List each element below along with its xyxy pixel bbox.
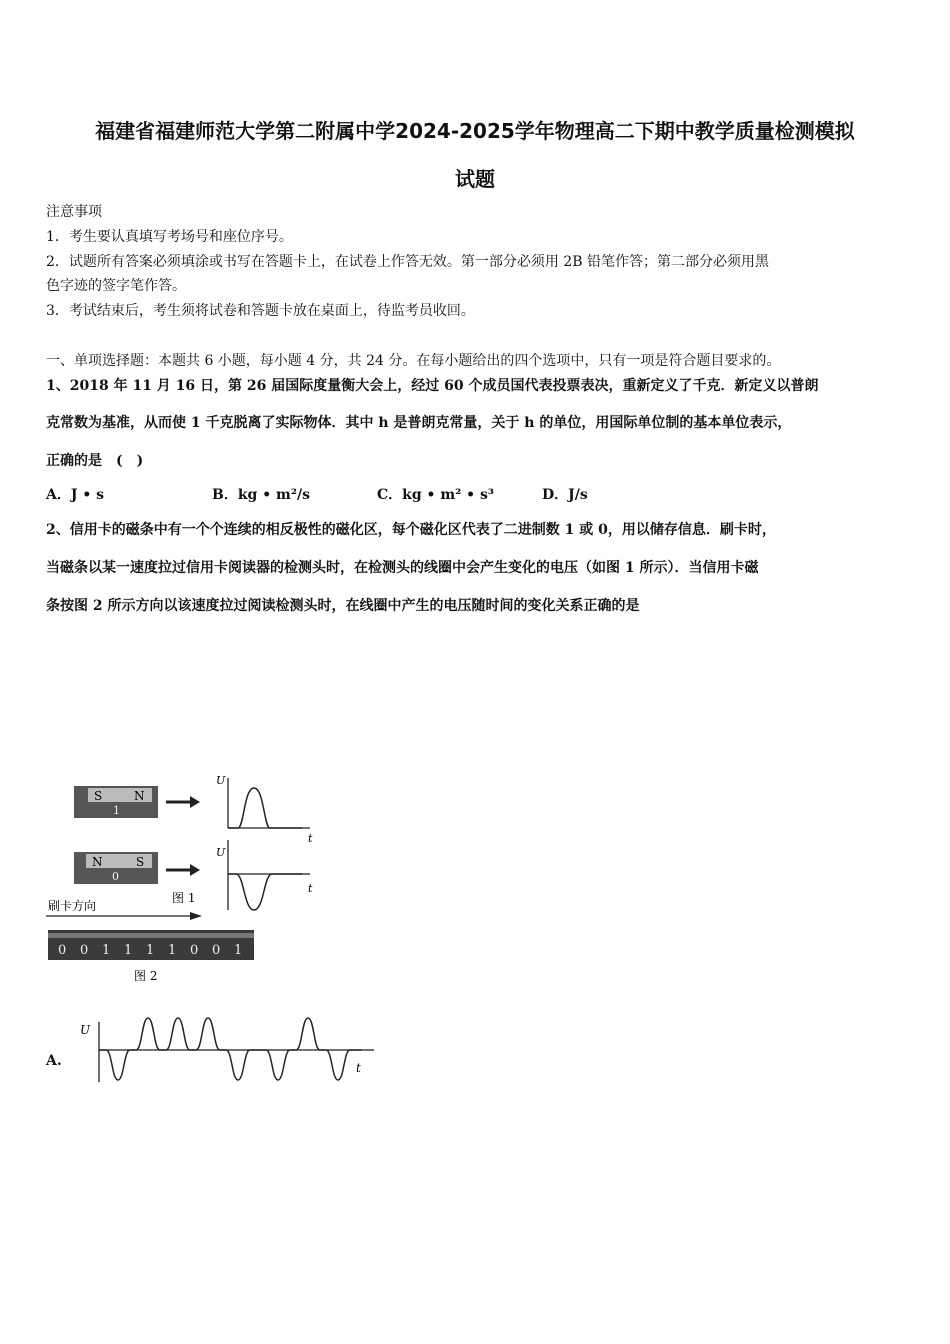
- magnet-2-left-pole: N: [92, 855, 103, 869]
- strip-bit: 0: [58, 943, 67, 958]
- figure-1-label: 图 1: [172, 891, 196, 905]
- magnet-1-right-pole: N: [134, 789, 145, 803]
- fig1-axis-u-2: U: [216, 846, 226, 859]
- card-strip: [48, 930, 254, 960]
- strip-bit: 1: [124, 943, 133, 958]
- option-a-axis-u: U: [80, 1023, 91, 1037]
- strip-bits: [58, 943, 242, 958]
- fig1-axis-t-2: t: [308, 882, 313, 895]
- page-title-line-1: 福建省福建师范大学第二附属中学2024-2025学年物理高二下期中教学质量检测模拟: [95, 119, 855, 143]
- waveform-1: [216, 774, 313, 845]
- magnet-1-digit: 1: [113, 804, 120, 817]
- swipe-direction-arrow: [46, 912, 202, 920]
- page-title-line-2: 试题: [455, 167, 495, 191]
- option-a-axis-t: t: [356, 1061, 361, 1075]
- strip-bit: 0: [212, 943, 221, 958]
- arrow-1: [166, 796, 200, 808]
- notice-item-2a: 2．试题所有答案必须填涂或书写在答题卡上，在试卷上作答无效。第一部分必须用 2B 铅笔作答；第二部分必须用黑: [46, 254, 769, 270]
- q1-text-line-3: 正确的是 ( ): [46, 453, 144, 469]
- q1-text-line-1: 1、2018 年 11 月 16 日，第 26 届国际度量衡大会上，经过 60 个成员国代表投票表决，重新定义了千克．新定义以普朗: [46, 378, 819, 394]
- q1-option-b[interactable]: B．kg • m²/s: [212, 487, 310, 503]
- arrow-2: [166, 864, 200, 876]
- strip-bit: 1: [146, 943, 155, 958]
- q2-option-a-label[interactable]: A.: [46, 1053, 62, 1069]
- strip-bit: 1: [168, 943, 177, 958]
- waveform-2: [216, 840, 313, 910]
- strip-bit: 1: [234, 943, 243, 958]
- q2-text-line-1: 2、信用卡的磁条中有一个个连续的相反极性的磁化区，每个磁化区代表了二进制数 1 或 0，用以储存信息．刷卡时，: [46, 522, 776, 538]
- q1-option-c[interactable]: C．kg • m² • s³: [377, 487, 494, 503]
- fig1-axis-t-1: t: [308, 832, 313, 845]
- strip-bit: 0: [80, 943, 89, 958]
- magnet-2: [74, 852, 158, 884]
- q2-figure-1-2: [40, 770, 340, 990]
- notice-heading: 注意事项: [46, 204, 102, 220]
- q2-option-a-waveform: [76, 1010, 376, 1090]
- q1-text-line-2: 克常数为基准，从而使 1 千克脱离了实际物体．其中 h 是普朗克常量，关于 h 的单位，用国际单位制的基本单位表示，: [46, 415, 792, 431]
- option-a-curve: [99, 1018, 362, 1080]
- section-1-heading: 一、单项选择题：本题共 6 小题，每小题 4 分，共 24 分。在每小题给出的四个选项中，只有一项是符合题目要求的。: [46, 353, 781, 369]
- fig1-axis-u-1: U: [216, 774, 226, 787]
- q1-option-a[interactable]: A．J • s: [46, 487, 105, 503]
- magnet-1-left-pole: S: [94, 789, 103, 803]
- notice-item-1: 1．考生要认真填写考场号和座位序号。: [46, 229, 293, 245]
- magnet-2-right-pole: S: [136, 855, 145, 869]
- q2-text-line-2: 当磁条以某一速度拉过信用卡阅读器的检测头时，在检测头的线圈中会产生变化的电压（如图 1 所示）．当信用卡磁: [46, 560, 759, 576]
- magnet-2-digit: 0: [112, 870, 119, 883]
- q2-text-line-3: 条按图 2 所示方向以该速度拉过阅读检测头时，在线圈中产生的电压随时间的变化关系正确的是: [46, 598, 640, 614]
- figure-2-label: 图 2: [134, 969, 158, 983]
- notice-item-2b: 色字迹的签字笔作答。: [46, 278, 186, 294]
- strip-bit: 0: [190, 943, 199, 958]
- swipe-direction-label: 刷卡方向: [48, 899, 97, 913]
- notice-item-3: 3．考试结束后，考生须将试卷和答题卡放在桌面上，待监考员收回。: [46, 303, 475, 319]
- q1-option-d[interactable]: D．J/s: [542, 487, 588, 503]
- magnet-1: [74, 786, 158, 818]
- strip-bit: 1: [102, 943, 111, 958]
